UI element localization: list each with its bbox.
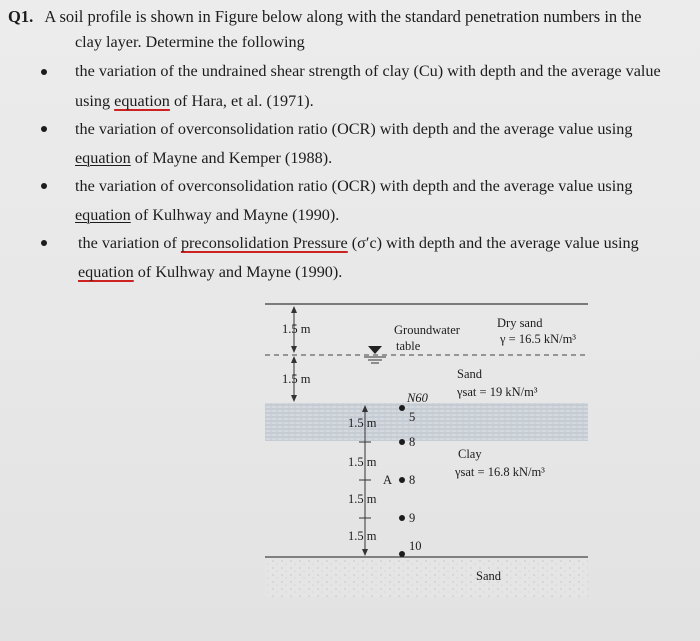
bullet-1-suffix: of Hara, et al. (1971).: [169, 92, 314, 110]
sand-label: Sand: [457, 367, 482, 381]
spt-value-1: 5: [409, 410, 416, 424]
arrow-head-icon: [291, 395, 297, 402]
bullet-1-line-2: [75, 91, 314, 111]
bullet-4-line2-suffix: of Kulhway and Mayne (1990).: [133, 263, 343, 281]
bullet-4-prefix: the variation of: [78, 234, 181, 252]
bullet-3-line-1: the variation of overconsolidation ratio (OCR) with depth and the average value using: [75, 177, 633, 195]
sand-gamma: γsat = 19 kN/m³: [457, 385, 538, 399]
groundwater-label-1: Groundwater: [394, 323, 460, 337]
dry-sand-label: Dry sand: [497, 316, 543, 330]
bullet-2-equation-link[interactable]: equation: [75, 149, 131, 167]
spt-value-2: 8: [409, 435, 416, 449]
spt-point: [399, 405, 405, 411]
clay-interval-1: 1.5 m: [348, 416, 377, 430]
clay-interval-3: 1.5 m: [348, 492, 377, 506]
point-a-label: A: [383, 473, 393, 487]
bullet-dot: [41, 240, 47, 246]
question-header: [8, 7, 641, 27]
soil-profile-figure: [262, 300, 592, 600]
spt-point: [399, 515, 405, 521]
clay-gamma: γsat = 16.8 kN/m³: [455, 465, 545, 479]
arrow-head-icon: [291, 346, 297, 353]
bullet-3-suffix: of Kulhway and Mayne (1990).: [130, 206, 340, 224]
bullet-dot: [41, 183, 47, 189]
bullet-4-line-1: [78, 233, 639, 253]
n60-label: N60: [407, 391, 428, 405]
dry-sand-gamma: γ = 16.5 kN/m³: [500, 332, 577, 346]
question-number: Q1.: [8, 7, 34, 26]
bottom-sand-layer: [265, 557, 588, 597]
bullet-3-equation-link[interactable]: equation: [75, 206, 131, 224]
bullet-1-line-1: the variation of the undrained shear strength of clay (Cu) with depth and the average value: [75, 62, 661, 80]
clay-interval-4: 1.5 m: [348, 529, 377, 543]
water-table-icon: [368, 346, 382, 354]
bullet-dot: [41, 126, 47, 132]
spt-point: [399, 477, 405, 483]
bullet-3-line-2: [75, 205, 339, 225]
clay-hatch-band: [265, 403, 588, 441]
spt-value-4: 9: [409, 511, 416, 525]
arrow-head-icon: [362, 549, 368, 556]
bullet-1-equation-link[interactable]: equation: [114, 92, 170, 110]
spt-value-3: 8: [409, 473, 416, 487]
question-line-2: clay layer. Determine the following: [75, 33, 305, 51]
arrow-head-icon: [291, 356, 297, 363]
dim-top-label: 1.5 m: [282, 322, 311, 336]
bullet-2-suffix: of Mayne and Kemper (1988).: [130, 149, 333, 167]
spt-value-5: 10: [409, 539, 422, 553]
bullet-dot: [41, 69, 47, 75]
bullet-2-line-2: [75, 148, 332, 168]
clay-interval-2: 1.5 m: [348, 455, 377, 469]
spt-point: [399, 439, 405, 445]
arrow-head-icon: [291, 306, 297, 313]
bullet-4-line-2: [78, 262, 342, 282]
bullet-4-equation-link[interactable]: equation: [78, 263, 134, 281]
groundwater-label-2: table: [396, 339, 421, 353]
bullet-4-suffix: (σ′c) with depth and the average value using: [347, 234, 639, 252]
bottom-sand-label: Sand: [476, 569, 501, 583]
bullet-2-line-1: the variation of overconsolidation ratio (OCR) with depth and the average value using: [75, 120, 633, 138]
bullet-1-prefix: using: [75, 92, 115, 110]
spt-point: [399, 551, 405, 557]
bullet-4-preconsolidation-link[interactable]: preconsolidation Pressure: [180, 234, 348, 252]
clay-label: Clay: [458, 447, 482, 461]
question-line-1: A soil profile is shown in Figure below along with the standard penetration numbers in the: [44, 7, 642, 26]
dim-second-label: 1.5 m: [282, 372, 311, 386]
